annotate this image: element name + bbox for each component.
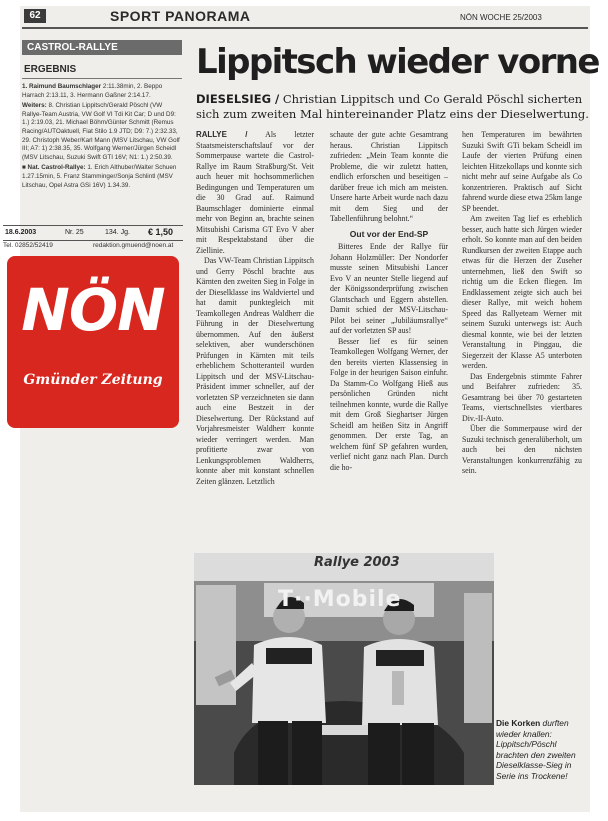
paragraph: hen Temperaturen im bewährten Suzuki Swift GTi bekam Scheidl im Laufe der vierten Prüfung einen leichten Hitzekollaps und konnte sich nicht mehr auf seine Aufgabe als Co konzentrieren. Praktisch auf Sicht fahrend wurde diese etwa 25km lange SP beendet. (462, 130, 582, 213)
article-column-2 (330, 130, 448, 473)
sponsor-banner: T··Mobile (278, 587, 402, 612)
date-bar (3, 225, 183, 241)
article-column-3 (462, 130, 582, 477)
results-list (22, 83, 182, 192)
contact-line (3, 242, 183, 249)
issue-label: NÖN WOCHE 25/2003 (460, 13, 542, 22)
non-logo (7, 256, 179, 428)
results-divider (22, 78, 182, 79)
result-entry: 1. Raimund Baumschlager 2:11.38min, 2. Beppo Harrach 2:13.11, 3. Hermann Gaßner 2:14.17. (22, 83, 163, 99)
paragraph: Bitteres Ende der Rallye für Johann Holzmüller: Der Nondorfer musste seinen Mitsubishi Lancer Evo V an neunter Stelle liegend auf der Königssonderprüfung zwischen Glantschach und Eggern abstellen. Damit schied der MSV-Litschau-Pilot bei seiner „Jubiläumsrallye“ auf der vorletzten SP aus! (330, 242, 448, 335)
results-heading: ERGEBNIS (24, 64, 77, 75)
paragraph: schaute der gute achte Gesamtrang heraus. Christian Lippitsch zufrieden: „Mein Team konnte die Probleme, die wir zuletzt hatten, endlich erforschen und beseitigen – darüber freue ich mich am meisten. Unsere harte Arbeit wurde nach dazu mit dem Sieg und der Tabellenführung belohnt.“ (330, 130, 448, 223)
logo-wordmark: NÖN (21, 276, 165, 344)
issue-number: Nr. 25 (65, 229, 84, 236)
rally-banner-text: Rallye 2003 (314, 555, 400, 570)
paragraph: RALLYE / Als letzter Staatsmeisterschaftslauf vor der Sommerpause wartete die Castrol-Rallye im Raum Straßburg/St. Veit auch heuer mit hochsommerlichen Bedingungen und Temperaturen um die 30 Grad auf. Raimund Baumschlager dominierte einmal mehr von Beginn an, brachte seinen Mitsubishi Carisma GT Evo V aber mit Respektabstand über die Ziellinie. (196, 130, 314, 255)
article-lead: DIESELSIEG / Christian Lippitsch und Co Gerald Pöschl sicherten sich zum zweiten Mal hintereinander Platz eins der Dieselwertung. (196, 92, 589, 121)
result-entry: Weiters: 8. Christian Lippitsch/Gerald Pöschl (VW Rallye-Team Austria, VW Golf VI Tdi Kit Car; D und D9: 1.) 2:19.03, 21. Michael Böhm/Günter Schmitt (Remus Racing/AUTOaktuell, Fiat Stilo 1.9 JTD; D9: 7.) 2:32.33, 29. Christoph Weber/Karl Mann (MSV Litschau, VW Golf III; A7: 1) 2:38.35, 35. Wolfgang Werner/Jürgen Scheidl (MSV Litschau, Suzuki Swift GTI 16V; N1: 1.) 2:50.39. (22, 102, 180, 161)
price: € 1,50 (148, 227, 174, 237)
photo-caption: Die Korken durften wieder knallen: Lippitsch/Pöschl brachten den zweiten Dieselklasse-Sieg in Serie ins Trockene! (496, 718, 576, 781)
section-title: SPORT PANORAMA (110, 8, 251, 24)
volume-year: 134. Jg. (105, 229, 130, 236)
results-box-title: CASTROL-RALLYE (22, 40, 182, 55)
email: redaktion.gmuend@noen.at (93, 242, 174, 249)
article-column-1 (196, 130, 314, 487)
result-entry: ■ Nat. Castrol-Rallye: 1. Erich Althuber/Walter Schuen 1.27.15min, 5. Franz Stamminger/Sonja Schlintl (MSV Litschau, Opel Astra GSi 16V) 1.34.39. (22, 164, 177, 189)
rally-photo (194, 553, 494, 785)
paragraph: Das VW-Team Christian Lippitsch und Gerry Pöschl brachte aus Kärnten den zweiten Sieg in Folge in der Dieselklasse ins Waldviertel und hat damit punktegleich mit Teamkollegen Andreas Waldherr die Führung in der Dieselwertung übernommen. Auf den äußerst selektiven, aber wunderschönen Prüfungen in Kärnten mit teils erheblichem Schotteranteil wurden Lippitsch und der MSV-Litschau-Präsident immer schneller, auf der vorletzten SP verzeichneten sie dann auch eine Bestzeit in der Dieselwertung. Der Rückstand auf Vorjahresmeister Waldherr konnte wieder verringert werden. Man profitierte zwar von Lenkungsproblemen Waldherrs, konnte aber mit konstant schnellen Zeiten glänzen. Letztlich (196, 256, 314, 486)
paragraph: Am zweiten Tag lief es erheblich besser, auch hatte sich Jürgen wieder erholt. So konnte man auf den beiden Rundkursen der zweiten Etappe auch etwas für die Herzen der Zuseher unternehmen, ließ den Swift so richtig um die Ecken fliegen. Im Endklassement zeigte sich auch bei dieser Rallye, mit weich hohem Speed das Rallyeteam Werner mit seinem Suzuki unterwegs ist: Auch diesmal konnte, wie bei der letzten Veranstaltung in Pinggau, die Siegerzeit der Klasse A5 unterboten werden. (462, 214, 582, 370)
subheading: Out vor der End-SP (349, 228, 429, 239)
phone: Tel. 02852/52419 (3, 242, 53, 249)
issue-date: 18.6.2003 (5, 229, 37, 236)
header-rule (22, 27, 588, 29)
paragraph: Besser lief es für seinen Teamkollegen Wolfgang Werner, der den bereits vierten Klassensieg in Folge in der heurigen Saison einfuhr. Da Stamm-Co Wolfgang Hieß aus persönlichen Gründen nicht teilnehmen konnte, wurde die Rallye mit dem Groß Sieghartser Jürgen Scheidl am heißen Sitz in Angriff genommen. Der erste Tag, an welchem fünf SP gefahren wurden, verlief nicht ganz nach Plan. Durch die ho- (330, 336, 448, 472)
page-number: 62 (24, 9, 46, 23)
article-headline: Lippitsch wieder vorne (196, 42, 599, 82)
logo-subtitle: Gmünder Zeitung (23, 372, 163, 388)
paragraph: Das Endergebnis stimmte Fahrer und Beifahrer zufrieden: 35. Gesamtrang bei über 70 gestarteten Teams, viertschnellstes viertbares Div.-II-Auto. (462, 371, 582, 423)
paragraph: Über die Sommerpause wird der Suzuki technisch generalüberholt, um auch bei den nächsten Veranstaltungen konkurrenzfähig zu sein. (462, 424, 582, 475)
